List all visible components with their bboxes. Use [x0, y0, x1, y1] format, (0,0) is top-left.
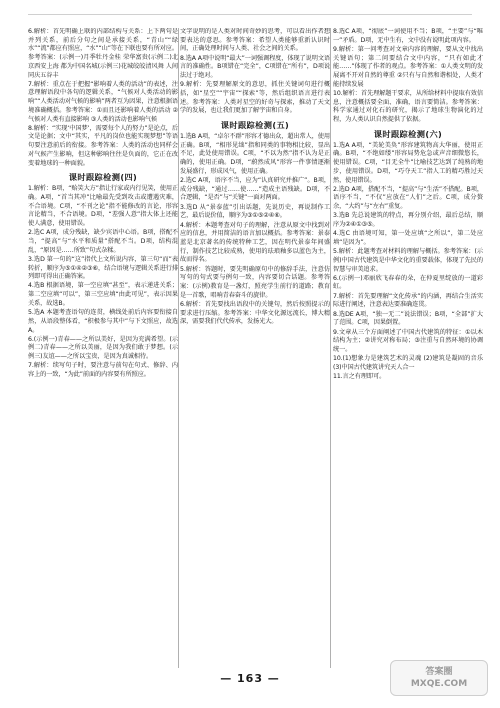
- answer-paragraph: 7.解析：续写句子时，要注意与前句在句式、修辞、内容上的一致，“为此”前面的内容要有所照应。: [28, 362, 178, 379]
- answer-paragraph: 9.解析：第一问考查对文章内容的理解，要从文中找出关键语句；第二问要结合文中内容，“只有如此才能……”体现了作者的观点。参考答案：①人类文明的发展离不开对自然的尊重 ②只有与自然和谐相处，人类才能持续发展: [333, 45, 483, 88]
- answer-paragraph: 4.选B 根据语境，第一空应填“甚至”，表示递进关系；第二空应填“可以”，第三空应填“由此可见”，表示因果关系，故选B。: [28, 282, 178, 307]
- answer-paragraph: 6.(示例一)青春——之所以美好，是因为充满希望。(示例二)青春——之所以美丽，是因为我们敢于梦想。(示例三)友谊——之所以宝贵，是因为真诚相待。: [28, 335, 178, 361]
- answer-paragraph: 3.选D 从“景泰蓝”引出话题，先说历史，再说制作工艺，最后说价值，顺序为③①⑤②④⑥。: [180, 203, 330, 220]
- answer-paragraph: 4.解析：本题考查对句子的理解，注意从原文中找到对应的信息，并用简洁的语言加以概括。参考答案：景泰蓝是北京著名的传统特种工艺，因在明代景泰年间盛行，制作技艺比较成熟，使用的珐琅釉多以蓝色为主，故而得名。: [180, 221, 330, 264]
- column-right: [333, 28, 483, 668]
- answer-paragraph: 5.解析：此题考查对材料的理解与概括。参考答案：(示例)中国古代建筑是中华文化的重要载体，体现了先民的智慧与审美追求。: [333, 248, 483, 273]
- answer-paragraph: 8.解析：“实现‘中国梦’，需要每个人的努力”是论点，后文是论据；文中“其实，平凡的岗位也能实现梦想”等语句要注意前后的衔接。参考答案：人类的活动也同样会对气候产生影响，但这种影响往往是负面的，它正在改变着地球的一种面貌。: [28, 124, 178, 167]
- answer-paragraph: 3.选B 先总说建筑的特点，再分别介绍，最后总结，顺序为②④①③⑤。: [333, 212, 483, 229]
- answer-paragraph: 9.文章从三个方面阐述了中国古代建筑的特征：①以木结构为主；②讲究对称布局；③注重与自然环境的协调统一。: [333, 328, 483, 353]
- answer-paragraph: 10.解析：首先理解题干要求，从所给材料中提取有效信息，注意概括要全面、准确，语言要简洁。参考答案：科学家通过对化石的研究，揭示了地球生物演化的过程，为人类认识自然提供了依据。: [333, 89, 483, 124]
- column-divider: [178, 28, 179, 668]
- answer-paragraph: 10.(1)想象力是建筑艺术的灵魂 (2)建筑是凝固的音乐 (3)中国古代建筑讲究天人合一: [333, 355, 483, 371]
- answer-paragraph: 5.选A 本题考查语句的连贯，横线处前后内容要衔接自然，从语段整体看，“积极参与其中”与下文照应，故选A。: [28, 309, 178, 334]
- answer-paragraph: 1.选A A项，“美轮美奂”形容建筑物高大华丽，使用正确。B项，“不绝如缕”形容局势危急或声音细微悠长，使用错误。C项，“目无全牛”比喻技艺达到了纯熟的地步，使用错误。D项，“巧夺天工”指人工的精巧胜过天然，使用错误。: [333, 141, 483, 184]
- answer-paragraph: 8.选A A项中说明“最大”一词强调程度，体现了说明文语言的准确性。B项错在“完全”，C项错在“所有”，D项说法过于绝对。: [180, 54, 330, 80]
- top-rule: [28, 14, 472, 15]
- column-divider: [330, 28, 331, 668]
- answer-paragraph: 6.解析：首先要找出语段中的关键句，然后按照提示的要求进行压缩。参考答案：中华文化源远流长，博大精深，需要我们代代传承，发扬光大。: [180, 300, 330, 326]
- answer-paragraph: 文字说明的是人类对时间奇妙的思考，可以看出作者想要表达的意思。参考答案：希望人类能够重新认识时间，正确处理时间与人类、社会之间的关系。: [180, 28, 330, 53]
- column-left: [28, 28, 178, 668]
- column-middle: [180, 28, 330, 668]
- answer-paragraph: 8.选C A项，“彻底”一词使用不当；B项，“主要”与“唯一”矛盾。D项，无中生有，文中没有说明此项内容。: [333, 28, 483, 44]
- answer-paragraph: 4.选C 由语境可知，第一处应填“之所以”，第二处应填“是因为”。: [333, 230, 483, 246]
- section-heading: 课时跟踪检测(四): [68, 172, 138, 183]
- answer-paragraph: 7.解析：首先要理解“文化传承”的内涵，再结合生活实际进行阐述，注意表达要准确连贯。: [333, 292, 483, 309]
- answer-paragraph: 2.选D A项，搭配不当，“提高”与“生活”不搭配。B项，语序不当，“不仅”应放在“人们”之后。C项，成分赘余，“大约”与“左右”重复。: [333, 185, 483, 211]
- answer-paragraph: 6.解析：首先明确上联的内部结构与关系：上下两句是并列关系，前后分句之间是承接关系，“青山”“绿水”“流”都应有照应，“水”“山”等在下联也要有所对应。参考答案：(示例一)月季牡丹金桂 荣华富贵(示例二)北京西安上海 都为中国名城(示例三)花城皎皎清风舞 人间同庆五谷丰: [28, 28, 178, 79]
- answer-paragraph: 1.解析：B项，“贻笑大方”指让行家或内行见笑，使用正确。A项，“首当其冲”比喻最先受到攻击或遭遇灾难，不合语境。C项，“不刊之论”指不能修改的言论，形容言论精当，不合语境。D项，“差强人意”指大体上还能使人满意，使用错误。: [28, 185, 178, 228]
- watermark-line-2: MXQE.COM: [410, 679, 468, 689]
- answer-paragraph: 2.选C A项，成分残缺，缺少宾语中心语。B项，搭配不当，“提高”与“水平和质量”搭配不当。D项，结构混乱，“原因是……所致”句式杂糅。: [28, 229, 178, 254]
- page-number: — 163 —: [220, 672, 280, 685]
- watermark-logo: [390, 660, 488, 696]
- answer-paragraph: 2.选C A项，语序不当，应为“认真研究并推广”。B项，成分残缺，“通过……使……”造成主语残缺。D项，不合逻辑，“是否”与“关键”一面对两面。: [180, 177, 330, 202]
- answer-paragraph: 5.解析：答题时，要先明确原句中的修辞手法，注意仿写句的句式要与例句一致，内容要切合话题。参考答案：(示例)教育是一盏灯，照亮学生前行的道路；教育是一首歌，唱响青春奋斗的旋律。: [180, 265, 330, 299]
- answer-paragraph: 9.解析：先要理解原文的意思，抓住关键词句进行概括，如“星空”“宇宙”“探索”等，然后组织语言进行表述。参考答案：人类对星空的好奇与探索，推动了天文学的发展，也让我们更加了解宇宙和自身。: [180, 81, 330, 115]
- watermark-line-1: 答案圈: [425, 667, 453, 677]
- answer-paragraph: 8.选DE A项，“独一无二”说法错误；B项，“全部”扩大了范围。C项，因果倒置。: [333, 310, 483, 327]
- section-heading: 课时跟踪检测(五): [220, 120, 290, 131]
- answer-paragraph: 3.选D 第一句的“这”指代上文所说内容，第三句“而”表转折，顺序为⑤①④②③⑥，结合语境与逻辑关系进行排列即可得出正确答案。: [28, 255, 178, 281]
- answer-paragraph: 1.选B A项，“卓尔不群”形容才德出众，超出常人，使用正确。B项，“相形见绌”指和同类的事物相比较，显出不足，此处使用错误。C项，“不以为然”指不认为是正确的，使用正确。D项，“蔚然成风”形容一件事情逐渐发展盛行，形成风气，使用正确。: [180, 133, 330, 175]
- answer-paragraph: 11.言之有理即可。: [333, 373, 386, 381]
- section-heading: 课时跟踪检测(六): [373, 128, 443, 139]
- answer-paragraph: 7.解析：重点在于把握“影响着人类的活动”的表述，注意理解语段中各句的逻辑关系，“气候对人类活动的影响”“人类活动对气候的影响”两者互为因果，注意根据语境准确概括。参考答案：①而且还影响着人类的活动 ②气候对人类有直接影响 ③人类的活动也影响气候: [28, 80, 178, 123]
- answer-paragraph: 6.(示例一)邓丽欣飞春春的朵，在仲夏里绽放的一道彩虹。: [333, 274, 483, 291]
